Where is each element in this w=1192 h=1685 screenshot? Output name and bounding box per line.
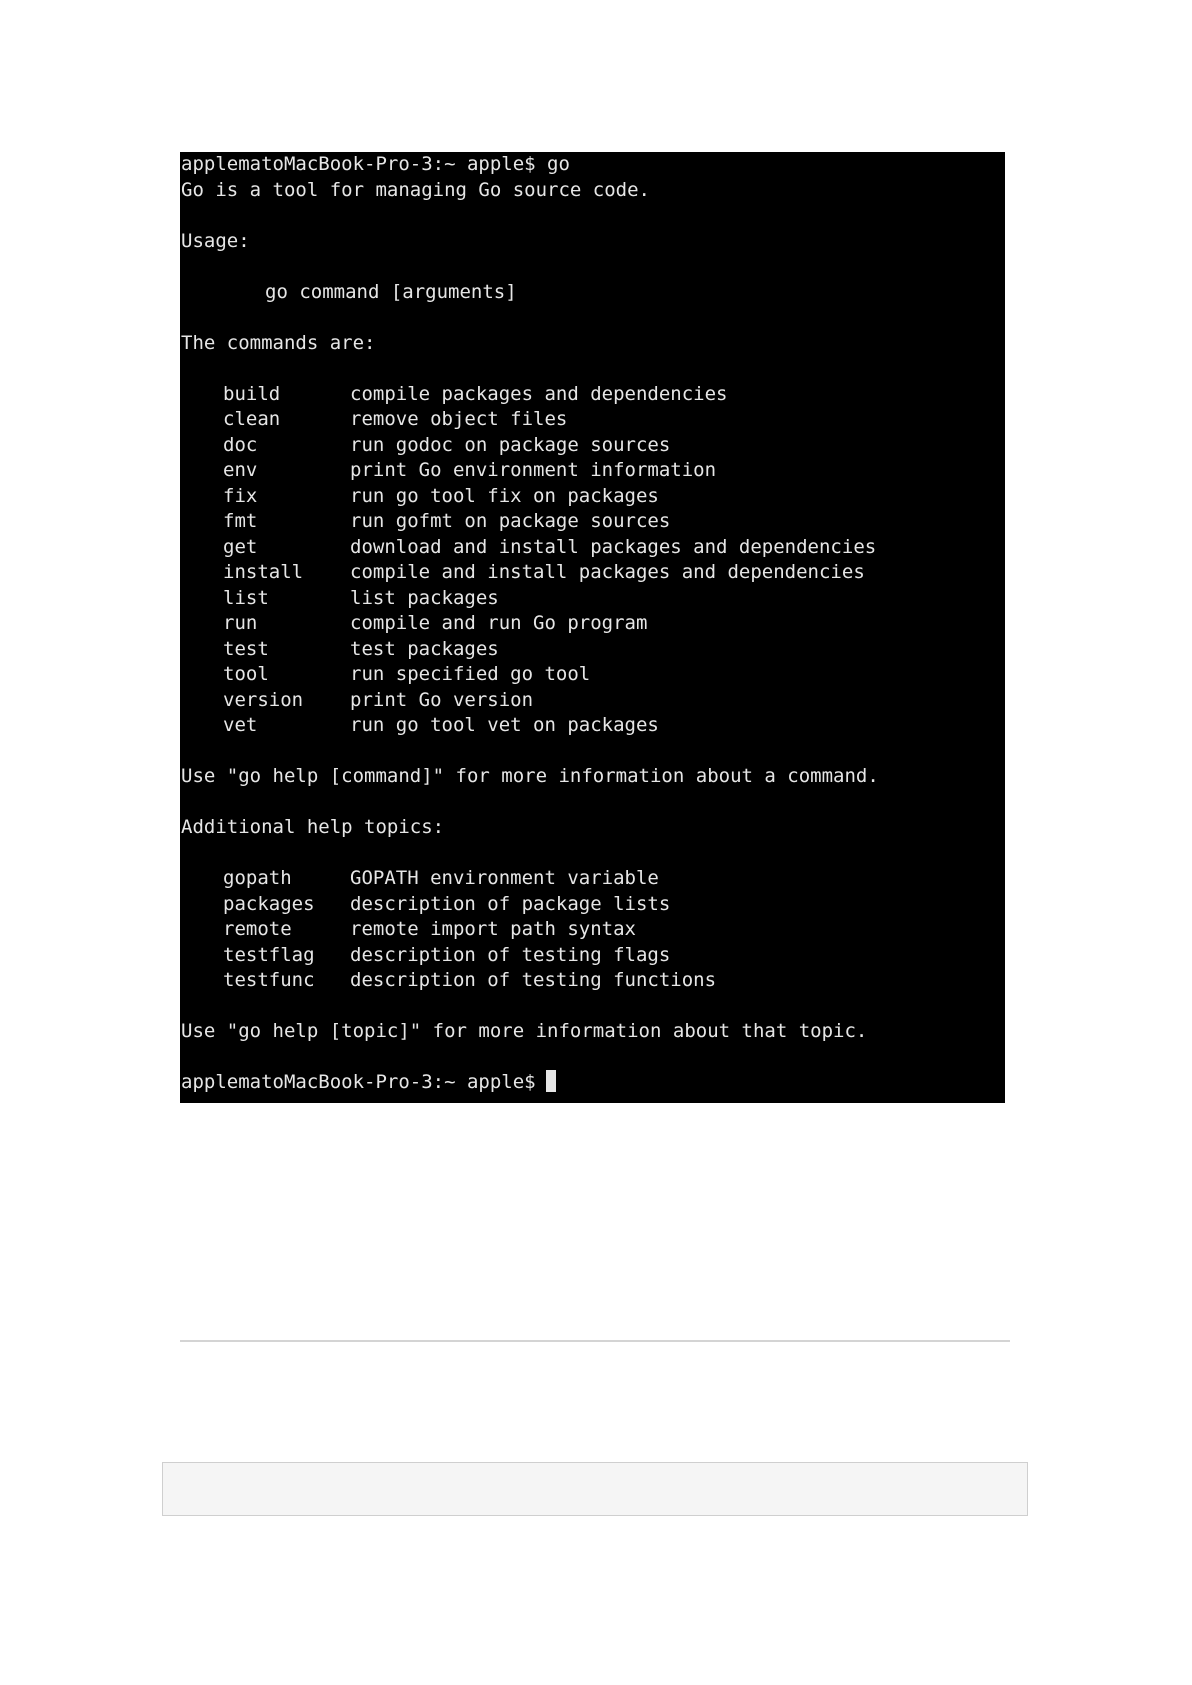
topic-name: testflag — [223, 943, 315, 966]
topic-name: remote — [223, 918, 292, 940]
command-desc: compile and install packages and dependencies — [350, 561, 865, 583]
command-row — [181, 637, 1005, 663]
command-desc: run godoc on package sources — [350, 433, 671, 456]
commands-list — [181, 382, 1005, 739]
blank-line — [181, 254, 1005, 280]
usage-label: Usage: — [181, 229, 250, 252]
command-name: get — [223, 535, 258, 558]
topic-name: packages — [223, 892, 315, 915]
command-row — [181, 662, 1005, 688]
command-name: list — [223, 586, 269, 609]
command-name: fix — [223, 484, 258, 507]
topic-row — [181, 892, 1005, 918]
blank-line — [181, 994, 1005, 1020]
command-desc: list packages — [350, 586, 499, 609]
cursor-block — [546, 1070, 556, 1092]
topic-row — [181, 943, 1005, 969]
command-desc: test packages — [350, 637, 499, 660]
command-row — [181, 611, 1005, 637]
blank-line — [181, 305, 1005, 331]
topic-row — [181, 917, 1005, 943]
topic-desc: description of package lists — [350, 892, 671, 915]
command-desc: run gofmt on package sources — [350, 510, 671, 532]
command-desc: remove object files — [350, 408, 568, 430]
command-row — [181, 586, 1005, 612]
command-row — [181, 535, 1005, 561]
command-row — [181, 407, 1005, 433]
blank-line — [181, 356, 1005, 382]
final-prompt-line[interactable] — [181, 1070, 1005, 1096]
command-row — [181, 484, 1005, 510]
command-desc: run specified go tool — [350, 663, 591, 685]
command-row — [181, 560, 1005, 586]
command-name: clean — [223, 408, 281, 430]
blank-line — [181, 841, 1005, 867]
command-name: install — [223, 561, 304, 583]
topic-desc: description of testing functions — [350, 969, 717, 991]
command-row — [181, 433, 1005, 459]
command-name: tool — [223, 663, 269, 685]
command-desc: compile and run Go program — [350, 612, 648, 634]
blank-line — [181, 739, 1005, 765]
command-row — [181, 458, 1005, 484]
command-name: vet — [223, 714, 258, 736]
horizontal-divider — [180, 1340, 1010, 1342]
command-desc: compile packages and dependencies — [350, 382, 728, 405]
command-name: build — [223, 382, 281, 405]
command-help-hint: Use "go help [command]" for more information about a command. — [181, 765, 879, 787]
topics-heading: Additional help topics: — [181, 816, 445, 838]
blank-line — [181, 1045, 1005, 1071]
command-name: fmt — [223, 510, 258, 532]
blank-line — [181, 203, 1005, 229]
command-row — [181, 509, 1005, 535]
topic-name: testfunc — [223, 969, 315, 991]
topic-desc: remote import path syntax — [350, 918, 636, 940]
topic-desc: description of testing flags — [350, 943, 671, 966]
command-row — [181, 713, 1005, 739]
final-prompt: applematoMacBook-Pro-3:~ apple$ — [181, 1071, 536, 1093]
terminal-window[interactable] — [180, 152, 1005, 1103]
command-desc: download and install packages and dependencies — [350, 535, 877, 558]
command-desc: run go tool fix on packages — [350, 484, 659, 507]
blank-line — [181, 790, 1005, 816]
command-name: test — [223, 637, 269, 660]
command-name: version — [223, 688, 304, 711]
topic-name: gopath — [223, 867, 292, 889]
prompt-line: applematoMacBook-Pro-3:~ apple$ go — [181, 153, 570, 175]
command-row — [181, 382, 1005, 408]
topic-row — [181, 866, 1005, 892]
topic-desc: GOPATH environment variable — [350, 867, 659, 889]
commands-heading: The commands are: — [181, 331, 376, 354]
command-name: env — [223, 459, 258, 481]
command-desc: print Go environment information — [350, 459, 717, 481]
command-desc: run go tool vet on packages — [350, 714, 659, 736]
topic-row — [181, 968, 1005, 994]
usage-syntax: go command [arguments] — [265, 280, 517, 303]
command-desc: print Go version — [350, 688, 534, 711]
command-name: run — [223, 612, 258, 634]
topics-list — [181, 866, 1005, 994]
intro-text: Go is a tool for managing Go source code. — [181, 178, 650, 201]
topic-help-hint: Use "go help [topic]" for more information about that topic. — [181, 1020, 868, 1042]
command-row — [181, 688, 1005, 714]
empty-code-block — [162, 1462, 1028, 1516]
command-name: doc — [223, 433, 258, 456]
